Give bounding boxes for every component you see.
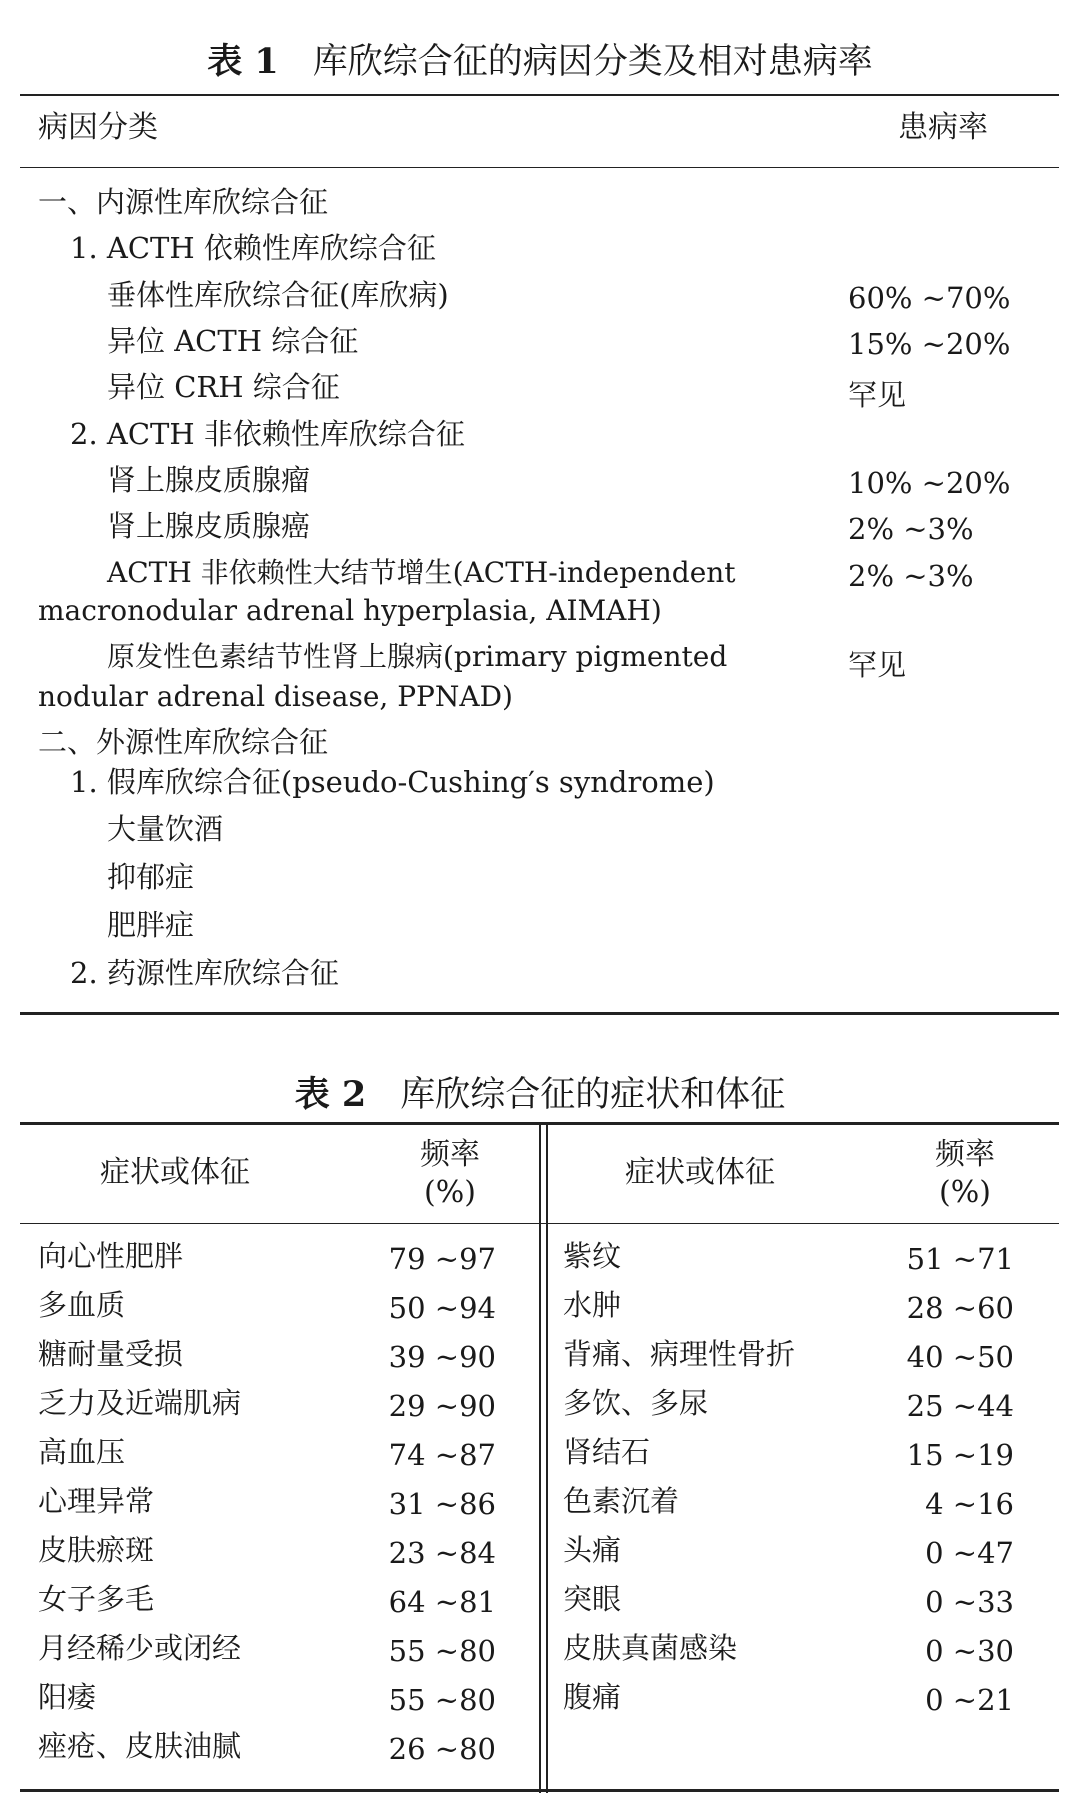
table2-left-header-freq-line1: 频率 [420,1137,480,1172]
table2-right-freq: 28 ~60 [906,1291,1014,1325]
table2-right-freq: 25 ~44 [906,1389,1014,1423]
table2-right-sign: 紫纹 [563,1239,622,1273]
table2-left-freq: 79 ~97 [388,1242,496,1276]
table1-header-rule [20,167,1059,168]
table1-row-rate: 15% ~20% [848,327,1011,361]
table2-left-freq: 74 ~87 [388,1438,496,1472]
table2-right-freq: 4 ~16 [925,1487,1014,1521]
table1-row-text: 大量饮酒 [107,812,224,846]
table1-caption [0,34,1080,84]
table1-row-text: 2. 药源性库欣综合征 [70,956,339,990]
table1-row-text: 异位 CRH 综合征 [107,370,340,404]
table2-right-sign: 色素沉着 [563,1484,680,1518]
table2-bottom-rule [20,1789,1059,1792]
table2-right-sign: 多饮、多尿 [563,1386,709,1420]
table2-right-freq: 15 ~19 [906,1438,1014,1472]
table1-row-text-continued: macronodular adrenal hyperplasia, AIMAH) [38,594,662,627]
table2-left-freq: 64 ~81 [388,1585,496,1619]
table1-row-rate: 罕见 [848,378,907,412]
table2-left-header-freq [395,1136,505,1211]
table2-left-freq: 39 ~90 [388,1340,496,1374]
table1-row-text: 肾上腺皮质腺瘤 [107,463,311,497]
table1-row-text: 1. 假库欣综合征(pseudo-Cushing′s syndrome) [70,765,715,799]
table1-row-text: 一、内源性库欣综合征 [38,185,329,219]
table2-right-sign: 肾结石 [563,1435,651,1469]
table2-caption-title: 库欣综合征的症状和体征 [400,1075,786,1115]
table1-row-text: 1. ACTH 依赖性库欣综合征 [70,231,436,265]
table1-top-rule [20,94,1059,96]
table1-row-rate: 60% ~70% [848,281,1011,315]
table1-row-text: 垂体性库欣综合征(库欣病) [107,278,449,312]
table2-right-header-freq [910,1136,1020,1211]
table2-right-freq: 0 ~47 [925,1536,1014,1570]
table2-left-freq: 31 ~86 [388,1487,496,1521]
table1-row-rate: 10% ~20% [848,466,1011,500]
table2-left-header-sign: 症状或体征 [100,1155,250,1190]
table2-left-sign: 高血压 [38,1435,126,1469]
table2-header-rule [20,1223,1059,1224]
table2-right-header-sign: 症状或体征 [625,1155,775,1190]
table1-row-rate: 罕见 [848,648,907,682]
table2-right-sign: 水肿 [563,1288,622,1322]
table2-column-separator [539,1124,541,1793]
table1-row-text: 肾上腺皮质腺癌 [107,509,311,543]
table2-right-freq: 40 ~50 [906,1340,1014,1374]
table2-left-sign: 糖耐量受损 [38,1337,184,1371]
table1-row-text: 异位 ACTH 综合征 [107,324,359,358]
table2-left-sign: 向心性肥胖 [38,1239,184,1273]
table1-caption-number: 表 1 [207,41,279,82]
table2-caption-number: 表 2 [294,1074,367,1115]
table2-right-freq: 0 ~33 [925,1585,1014,1619]
table2-right-sign: 皮肤真菌感染 [563,1631,738,1665]
table1-row-text: 二、外源性库欣综合征 [38,725,329,759]
table1-row-text: 原发性色素结节性肾上腺病(primary pigmented [107,640,728,673]
table2-right-freq: 0 ~21 [925,1683,1014,1717]
table1-row-text: 2. ACTH 非依赖性库欣综合征 [70,417,465,451]
table2-right-header-freq-line2: (%) [939,1174,991,1210]
table2-right-header-freq-line1: 频率 [935,1137,995,1172]
table2-left-sign: 痤疮、皮肤油腻 [38,1729,242,1763]
table2-left-freq: 26 ~80 [388,1732,496,1766]
table2-right-sign: 腹痛 [563,1680,622,1714]
table2-left-sign: 皮肤瘀斑 [38,1533,155,1567]
table2-right-freq: 0 ~30 [925,1634,1014,1668]
table2-left-freq: 55 ~80 [388,1683,496,1717]
table2-left-freq: 29 ~90 [388,1389,496,1423]
table2-left-freq: 23 ~84 [388,1536,496,1570]
table1-header-rate: 患病率 [898,110,988,145]
table1-caption-title: 库欣综合征的病因分类及相对患病率 [312,42,873,82]
table2-left-freq: 55 ~80 [388,1634,496,1668]
table2-left-sign: 女子多毛 [38,1582,155,1616]
table2-left-header-freq-line2: (%) [424,1174,476,1210]
table2-left-sign: 多血质 [38,1288,126,1322]
table1-bottom-rule [20,1012,1059,1015]
table2-right-sign: 突眼 [563,1582,622,1616]
table2-right-freq: 51 ~71 [906,1242,1014,1276]
table1-row-rate: 2% ~3% [848,512,974,546]
table2-left-sign: 月经稀少或闭经 [38,1631,242,1665]
table2-left-sign: 心理异常 [38,1484,155,1518]
table1-header-cause: 病因分类 [38,110,158,145]
table2-left-freq: 50 ~94 [388,1291,496,1325]
table1-row-text-continued: nodular adrenal disease, PPNAD) [38,680,513,713]
table1-row-text: 肥胖症 [107,908,195,942]
table2-left-sign: 乏力及近端肌病 [38,1386,242,1420]
table2-right-sign: 头痛 [563,1533,622,1567]
table1-row-text: 抑郁症 [107,860,195,894]
table2-column-separator [546,1124,548,1793]
table2-caption [0,1067,1080,1117]
table2-right-sign: 背痛、病理性骨折 [563,1337,796,1371]
table1-row-text: ACTH 非依赖性大结节增生(ACTH-independent [107,556,736,589]
table2-left-sign: 阳痿 [38,1680,97,1714]
table1-row-rate: 2% ~3% [848,559,974,593]
